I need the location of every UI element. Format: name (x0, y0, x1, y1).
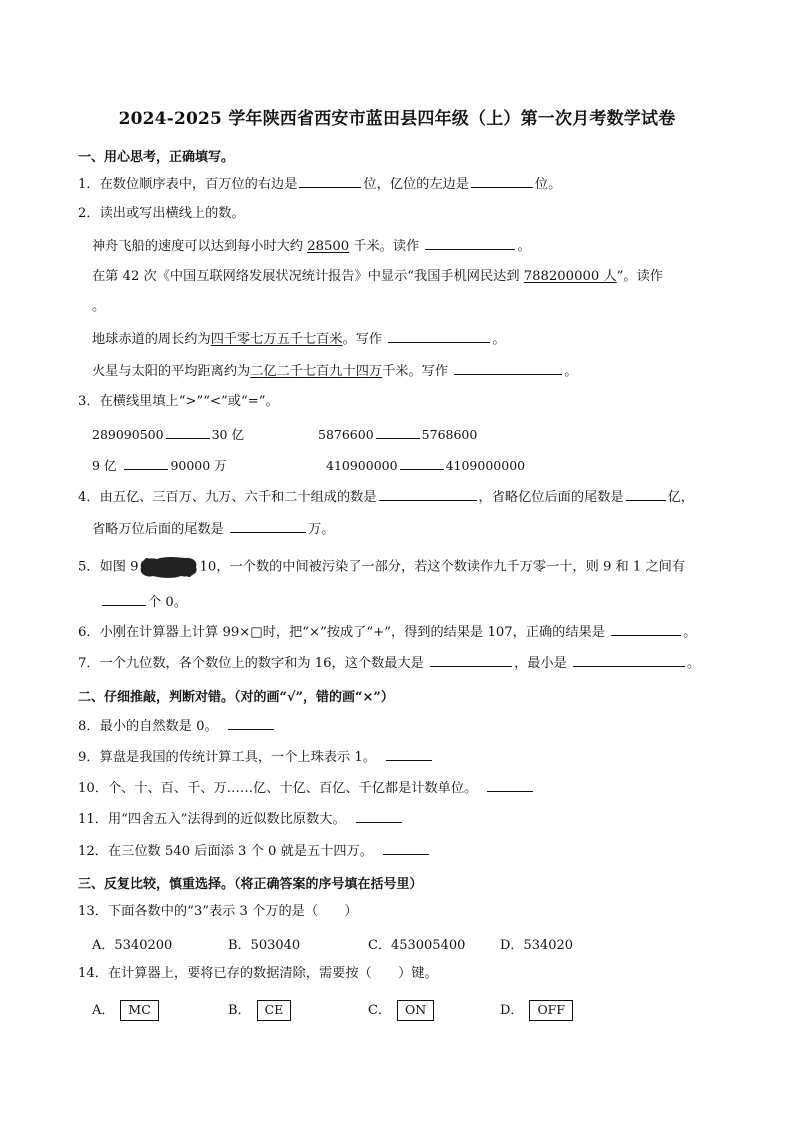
on-key-icon: ON (397, 1000, 434, 1021)
question-8-text: 8．最小的自然数是 0。 (78, 719, 218, 734)
question-4 (78, 487, 694, 507)
q13-option-a[interactable]: A．5340200 (92, 938, 173, 953)
question-10 (78, 778, 535, 798)
question-1-text-b: 位，亿位的左边是 (363, 177, 469, 192)
answer-blank[interactable] (386, 747, 432, 761)
compare-left: 410900000 (326, 458, 398, 473)
answer-blank[interactable] (379, 487, 477, 501)
question-1-text-c: 位。 (534, 177, 562, 192)
answer-blank[interactable] (471, 174, 533, 188)
answer-blank[interactable] (626, 487, 666, 501)
question-6 (78, 622, 696, 642)
q2-line-2-text-b: ”。读作 (616, 269, 663, 284)
option-letter: B． (228, 1003, 251, 1018)
question-7 (78, 653, 700, 673)
question-11-text: 11．用“四舍五入”法得到的近似数比原数大。 (78, 812, 346, 827)
question-5 (78, 555, 685, 579)
page-title: 2024-2025 学年陕西省西安市蓝田县四年级（上）第一次月考数学试卷 (118, 109, 676, 129)
mc-key-icon: MC (120, 1000, 158, 1021)
question-2-line-4 (92, 361, 577, 381)
q2-line-3-text-b: 。写作 (342, 332, 387, 347)
answer-blank[interactable] (454, 361, 562, 375)
option-letter: C． (368, 1003, 391, 1018)
ce-key-icon: CE (257, 1000, 292, 1021)
question-11 (78, 809, 404, 829)
ink-blot-icon (137, 555, 199, 579)
q2-line-4-number: 二亿二千七百九十四万 (250, 364, 383, 379)
q2-line-3-number: 四千零七万五千七百米 (210, 332, 343, 347)
compare-left: 5876600 (318, 427, 374, 442)
q13-option-c[interactable]: C．453005400 (368, 938, 466, 953)
compare-row-1b (318, 425, 477, 444)
question-2-line-2-end: 。 (92, 299, 106, 314)
q2-line-1-text-b: 千米。读作 (349, 239, 424, 254)
question-4-line-2 (92, 519, 334, 539)
option-letter: D． (500, 1003, 524, 1018)
compare-right: 5768600 (421, 427, 478, 442)
q14-option-a[interactable] (92, 999, 159, 1021)
q14-option-b[interactable] (228, 999, 291, 1021)
answer-blank[interactable] (425, 236, 515, 250)
compare-left: 9 亿 (92, 458, 117, 473)
q14-option-c[interactable] (368, 999, 434, 1021)
answer-blank[interactable] (430, 653, 512, 667)
q2-line-1-end: 。 (517, 239, 531, 254)
answer-blank[interactable] (124, 456, 168, 470)
compare-row-2b (326, 456, 525, 475)
question-4-text-a: 4．由五亿、三百万、九万、六千和二十组成的数是 (78, 490, 377, 505)
section-2-heading: 二、仔细推敲，判断对错。（对的画“√”，错的画“×”） (78, 690, 394, 705)
q2-line-1-text: 神舟飞船的速度可以达到每小时大约 (92, 239, 308, 254)
off-key-icon: OFF (529, 1000, 573, 1021)
answer-blank[interactable] (230, 519, 306, 533)
question-7-text-c: 。 (687, 656, 701, 671)
q2-line-4-text: 火星与太阳的平均距离约为 (92, 364, 251, 379)
compare-left: 289090500 (92, 427, 164, 442)
question-6-text-a: 6．小刚在计算器上计算 99×□时，把“×”按成了“+”，得到的结果是 107，正确的结果是 (78, 625, 610, 640)
q2-line-3-text: 地球赤道的周长约为 (92, 332, 211, 347)
compare-right: 30 亿 (211, 427, 244, 442)
question-7-text-a: 7．一个九位数，各个数位上的数字和为 16，这个数最大是 (78, 656, 429, 671)
question-3-heading: 3．在横线里填上“>”“<”或“=”。 (78, 394, 279, 409)
question-5-text-a: 5．如图 9 (78, 559, 139, 575)
answer-blank[interactable] (573, 653, 685, 667)
question-4-text-c: 亿， (667, 490, 694, 505)
question-10-text: 10．个、十、百、千、万……亿、十亿、百亿、千亿都是计数单位。 (78, 781, 478, 796)
section-1-heading: 一、用心思考，正确填写。 (78, 150, 235, 165)
question-1 (78, 174, 561, 194)
question-2-line-3 (92, 329, 506, 349)
answer-blank[interactable] (102, 592, 146, 606)
question-2-heading: 2．读出或写出横线上的数。 (78, 206, 245, 221)
question-5-line-2 (92, 592, 187, 612)
option-letter: A． (92, 1003, 115, 1018)
question-2-line-2 (92, 268, 663, 286)
question-4-text-b: ，省略亿位后面的尾数是 (478, 490, 624, 505)
question-4-text-e: 万。 (308, 522, 335, 537)
answer-blank[interactable] (487, 778, 533, 792)
compare-right: 4109000000 (445, 458, 526, 473)
question-12-text: 12．在三位数 540 后面添 3 个 0 就是五十四万。 (78, 844, 373, 859)
q2-line-2-text: 在第 42 次《中国互联网络发展状况统计报告》中显示“我国手机网民达到 (92, 269, 524, 284)
compare-row-2a (92, 456, 227, 475)
q14-option-d[interactable] (500, 999, 573, 1021)
answer-blank[interactable] (400, 456, 444, 470)
question-5-text-c: 个 0。 (148, 595, 187, 610)
q2-line-4-text-b: 千米。写作 (382, 364, 453, 379)
answer-blank[interactable] (299, 174, 361, 188)
q2-line-4-end: 。 (564, 364, 578, 379)
q2-line-1-number: 28500 (307, 239, 350, 254)
question-6-text-b: 。 (683, 625, 697, 640)
question-12 (78, 841, 431, 861)
answer-blank[interactable] (611, 622, 681, 636)
compare-row-1a (92, 425, 244, 444)
q2-line-3-end: 。 (492, 332, 506, 347)
compare-right: 90000 万 (170, 458, 227, 473)
question-13-stem: 13．下面各数中的“3”表示 3 个万的是（ ） (78, 904, 358, 919)
answer-blank[interactable] (228, 716, 274, 730)
question-2-line-1 (92, 236, 531, 256)
question-7-text-b: ，最小是 (514, 656, 572, 671)
question-8 (78, 716, 276, 736)
q13-option-b[interactable]: B．503040 (228, 938, 301, 953)
answer-blank[interactable] (376, 425, 420, 439)
q13-option-d[interactable]: D．534020 (500, 938, 574, 953)
question-4-text-d: 省略万位后面的尾数是 (92, 522, 229, 537)
question-9-text: 9．算盘是我国的传统计算工具，一个上珠表示 1。 (78, 750, 376, 765)
question-1-text-a: 1．在数位顺序表中，百万位的右边是 (78, 177, 298, 192)
q2-line-2-number: 788200000 人 (523, 269, 617, 284)
answer-blank[interactable] (388, 329, 490, 343)
question-5-text-b: 10，一个数的中间被污染了一部分，若这个数读作九千万零一十，则 9 和 1 之间有 (199, 559, 686, 575)
answer-blank[interactable] (356, 809, 402, 823)
answer-blank[interactable] (383, 841, 429, 855)
answer-blank[interactable] (166, 425, 210, 439)
question-9 (78, 747, 434, 767)
question-14-stem: 14．在计算器上，要将已存的数据清除，需要按（ ）键。 (78, 966, 438, 981)
section-3-heading: 三、反复比较，慎重选择。（将正确答案的序号填在括号里） (78, 877, 423, 892)
